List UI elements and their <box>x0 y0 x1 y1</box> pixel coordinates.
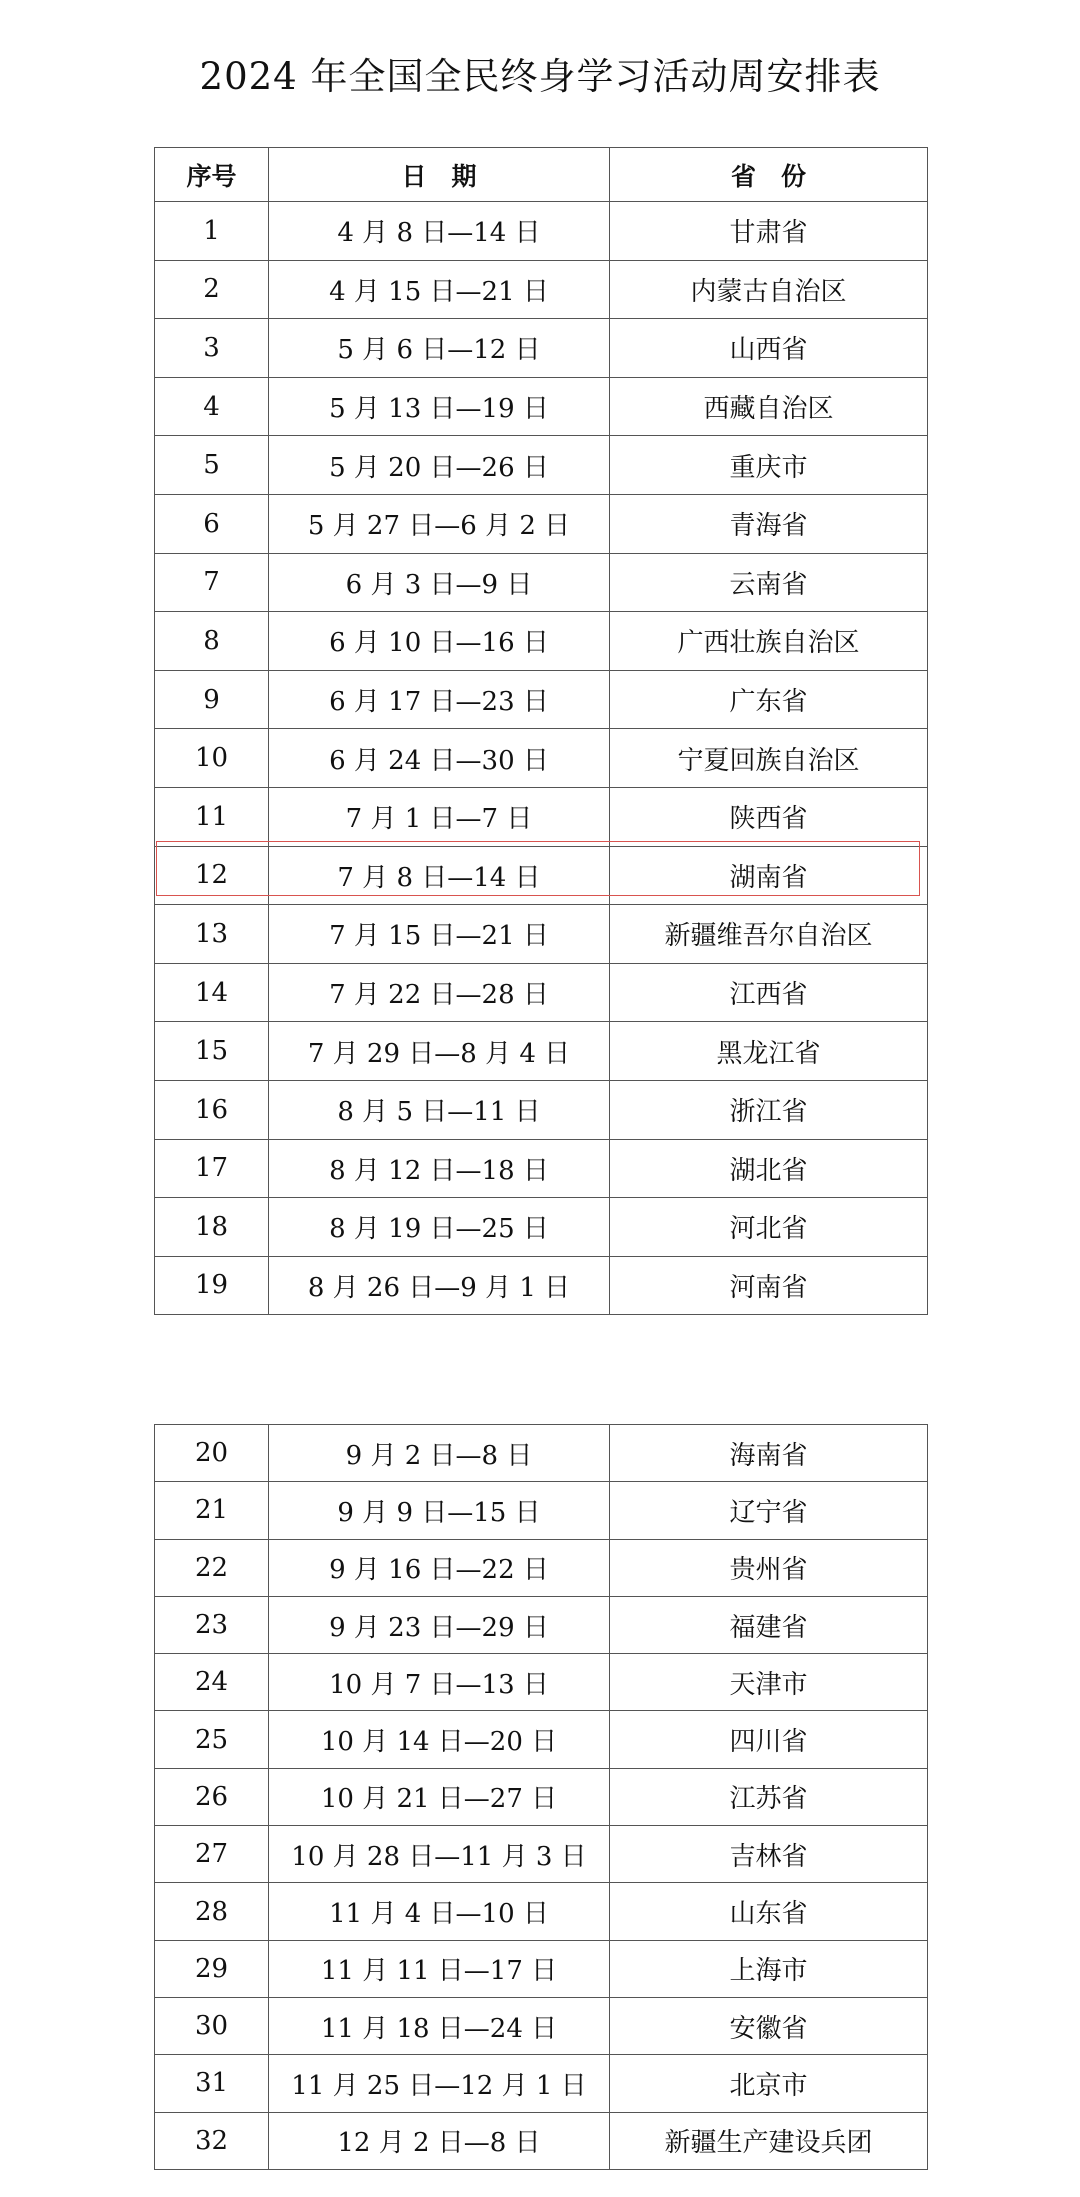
header-date: 日 期 <box>269 148 610 202</box>
row-province: 广东省 <box>610 670 928 729</box>
row-number: 26 <box>155 1768 269 1825</box>
table-row <box>155 670 928 729</box>
row-province: 安徽省 <box>610 1997 928 2054</box>
row-province: 广西壮族自治区 <box>610 612 928 671</box>
table-row <box>155 319 928 378</box>
row-number: 28 <box>155 1883 269 1940</box>
table-row <box>155 1022 928 1081</box>
table-row <box>155 905 928 964</box>
table-row <box>155 494 928 553</box>
row-date: 7 月 8 日—14 日 <box>269 846 610 905</box>
row-province: 贵州省 <box>610 1539 928 1596</box>
row-number: 21 <box>155 1482 269 1539</box>
row-date: 8 月 12 日—18 日 <box>269 1139 610 1198</box>
row-date: 11 月 4 日—10 日 <box>269 1883 610 1940</box>
row-number: 30 <box>155 1997 269 2054</box>
table-row <box>155 1425 928 1482</box>
table-row <box>155 2112 928 2169</box>
row-date: 9 月 9 日—15 日 <box>269 1482 610 1539</box>
row-province: 西藏自治区 <box>610 377 928 436</box>
row-date: 7 月 29 日—8 月 4 日 <box>269 1022 610 1081</box>
table-row <box>155 1826 928 1883</box>
table-row <box>155 963 928 1022</box>
row-date: 6 月 3 日—9 日 <box>269 553 610 612</box>
row-province: 海南省 <box>610 1425 928 1482</box>
row-date: 5 月 13 日—19 日 <box>269 377 610 436</box>
row-date: 12 月 2 日—8 日 <box>269 2112 610 2169</box>
row-province: 上海市 <box>610 1940 928 1997</box>
row-province: 河南省 <box>610 1256 928 1315</box>
row-number: 9 <box>155 670 269 729</box>
table-row <box>155 202 928 261</box>
table-row <box>155 436 928 495</box>
row-date: 8 月 19 日—25 日 <box>269 1198 610 1257</box>
table-row <box>155 1654 928 1711</box>
table-row <box>155 1256 928 1315</box>
row-date: 4 月 8 日—14 日 <box>269 202 610 261</box>
table-row <box>155 377 928 436</box>
row-date: 6 月 24 日—30 日 <box>269 729 610 788</box>
table-row <box>155 1198 928 1257</box>
row-province: 云南省 <box>610 553 928 612</box>
row-province: 湖南省 <box>610 846 928 905</box>
row-province: 四川省 <box>610 1711 928 1768</box>
row-number: 22 <box>155 1539 269 1596</box>
row-date: 11 月 18 日—24 日 <box>269 1997 610 2054</box>
table-row <box>155 612 928 671</box>
row-province: 湖北省 <box>610 1139 928 1198</box>
header-no: 序号 <box>155 148 269 202</box>
row-date: 9 月 23 日—29 日 <box>269 1596 610 1653</box>
row-number: 10 <box>155 729 269 788</box>
table-row <box>155 1482 928 1539</box>
row-date: 7 月 1 日—7 日 <box>269 787 610 846</box>
row-province: 浙江省 <box>610 1080 928 1139</box>
row-date: 10 月 7 日—13 日 <box>269 1654 610 1711</box>
row-province: 新疆生产建设兵团 <box>610 2112 928 2169</box>
table-row <box>155 2055 928 2112</box>
schedule-table-part-2 <box>154 1424 928 2170</box>
table-row <box>155 846 928 905</box>
table-row <box>155 1883 928 1940</box>
row-date: 10 月 21 日—27 日 <box>269 1768 610 1825</box>
row-province: 新疆维吾尔自治区 <box>610 905 928 964</box>
row-date: 5 月 27 日—6 月 2 日 <box>269 494 610 553</box>
page-title: 2024 年全国全民终身学习活动周安排表 <box>199 55 881 98</box>
row-number: 31 <box>155 2055 269 2112</box>
row-number: 2 <box>155 260 269 319</box>
row-province: 陕西省 <box>610 787 928 846</box>
schedule-table-part-1 <box>154 147 928 1315</box>
row-date: 5 月 6 日—12 日 <box>269 319 610 378</box>
row-number: 16 <box>155 1080 269 1139</box>
row-province: 重庆市 <box>610 436 928 495</box>
table-row <box>155 553 928 612</box>
row-number: 13 <box>155 905 269 964</box>
row-number: 15 <box>155 1022 269 1081</box>
row-number: 23 <box>155 1596 269 1653</box>
row-number: 20 <box>155 1425 269 1482</box>
row-date: 10 月 14 日—20 日 <box>269 1711 610 1768</box>
row-date: 7 月 22 日—28 日 <box>269 963 610 1022</box>
row-date: 8 月 26 日—9 月 1 日 <box>269 1256 610 1315</box>
table-row <box>155 729 928 788</box>
row-province: 内蒙古自治区 <box>610 260 928 319</box>
table-row <box>155 1539 928 1596</box>
row-date: 8 月 5 日—11 日 <box>269 1080 610 1139</box>
row-date: 9 月 2 日—8 日 <box>269 1425 610 1482</box>
row-number: 5 <box>155 436 269 495</box>
table-row <box>155 1080 928 1139</box>
row-province: 福建省 <box>610 1596 928 1653</box>
row-number: 4 <box>155 377 269 436</box>
row-number: 25 <box>155 1711 269 1768</box>
row-province: 辽宁省 <box>610 1482 928 1539</box>
row-date: 10 月 28 日—11 月 3 日 <box>269 1826 610 1883</box>
table-row <box>155 1768 928 1825</box>
row-date: 7 月 15 日—21 日 <box>269 905 610 964</box>
row-date: 6 月 17 日—23 日 <box>269 670 610 729</box>
row-province: 宁夏回族自治区 <box>610 729 928 788</box>
row-number: 17 <box>155 1139 269 1198</box>
row-number: 19 <box>155 1256 269 1315</box>
row-province: 北京市 <box>610 2055 928 2112</box>
row-province: 河北省 <box>610 1198 928 1257</box>
row-province: 山西省 <box>610 319 928 378</box>
row-number: 7 <box>155 553 269 612</box>
table-header-row <box>155 148 928 202</box>
row-number: 8 <box>155 612 269 671</box>
row-province: 天津市 <box>610 1654 928 1711</box>
row-number: 11 <box>155 787 269 846</box>
table-row <box>155 1997 928 2054</box>
row-number: 14 <box>155 963 269 1022</box>
row-date: 11 月 11 日—17 日 <box>269 1940 610 1997</box>
row-province: 山东省 <box>610 1883 928 1940</box>
row-date: 9 月 16 日—22 日 <box>269 1539 610 1596</box>
row-date: 11 月 25 日—12 月 1 日 <box>269 2055 610 2112</box>
row-number: 32 <box>155 2112 269 2169</box>
row-number: 1 <box>155 202 269 261</box>
table-row <box>155 787 928 846</box>
row-number: 3 <box>155 319 269 378</box>
row-date: 5 月 20 日—26 日 <box>269 436 610 495</box>
row-province: 吉林省 <box>610 1826 928 1883</box>
row-number: 18 <box>155 1198 269 1257</box>
row-province: 青海省 <box>610 494 928 553</box>
table-row <box>155 260 928 319</box>
row-province: 甘肃省 <box>610 202 928 261</box>
row-number: 6 <box>155 494 269 553</box>
row-province: 江西省 <box>610 963 928 1022</box>
row-number: 24 <box>155 1654 269 1711</box>
table-row <box>155 1940 928 1997</box>
table-row <box>155 1596 928 1653</box>
row-number: 27 <box>155 1826 269 1883</box>
row-number: 29 <box>155 1940 269 1997</box>
row-date: 6 月 10 日—16 日 <box>269 612 610 671</box>
header-province: 省 份 <box>610 148 928 202</box>
row-date: 4 月 15 日—21 日 <box>269 260 610 319</box>
row-province: 江苏省 <box>610 1768 928 1825</box>
table-row <box>155 1139 928 1198</box>
row-number: 12 <box>155 846 269 905</box>
table-row <box>155 1711 928 1768</box>
row-province: 黑龙江省 <box>610 1022 928 1081</box>
